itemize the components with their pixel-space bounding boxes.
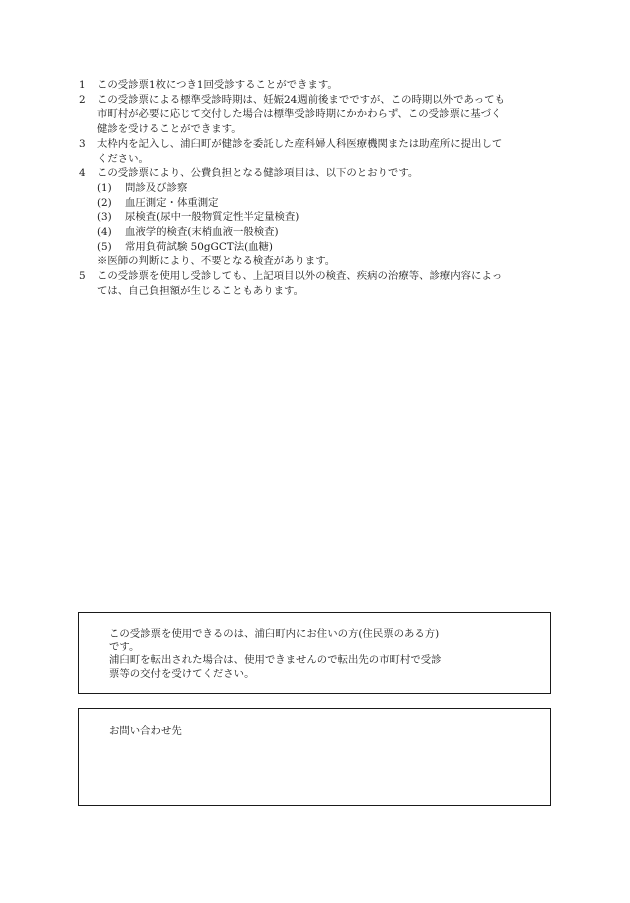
note-text [97,93,559,137]
health-item [97,240,559,255]
note-line: 太枠内を記入し、浦臼町が健診を委託した産科婦人科医療機関または助産所に提出して [97,137,503,150]
note-text [97,137,559,166]
health-item-number: (2) [97,196,112,209]
note-text [97,166,559,269]
eligibility-notice-box [78,612,551,694]
note-line: この受診票により、公費負担となる健診項目は、以下のとおりです。 [97,167,419,180]
note-item-3 [79,137,559,166]
contact-box [78,708,551,806]
note-number: 5 [79,270,86,283]
note-line: ください。 [97,152,149,165]
note-item-1 [79,78,559,93]
note-line: この受診票による標準受診時期は、妊娠24週前後までですが、この時期以外であっても [97,93,505,106]
notes-list [79,78,559,299]
health-item-number: (5) [97,240,112,253]
eligibility-line: です。 [109,641,140,654]
eligibility-line: 票等の交付を受けてください。 [109,667,255,680]
health-item-text: 常用負荷試験 50gGCT法(血糖) [125,240,273,253]
note-line: 健診を受けることができます。 [97,123,242,136]
note-item-2 [79,93,559,137]
doctor-note: ※医師の判断により、不要となる検査があります。 [97,255,336,268]
note-number: 3 [79,137,86,150]
eligibility-line: 浦臼町を転出された場合は、使用できませんので転出先の市町村で受診 [109,654,442,667]
health-item-text: 血液学的検査(末梢血液一般検査) [125,226,279,239]
health-item-number: (1) [97,181,112,194]
note-text [97,78,559,93]
note-number: 4 [79,167,86,180]
contact-label: お問い合わせ先 [109,725,182,737]
note-item-5 [79,269,559,298]
health-item-number: (4) [97,226,112,239]
note-line: この受診票を使用し受診しても、上記項目以外の検査、疾病の治療等、診療内容によっ [97,270,503,283]
health-item [97,225,559,240]
note-item-4 [79,166,559,269]
health-item-text: 尿検査(尿中一般物質定性半定量検査) [125,211,300,224]
health-item-text: 問診及び診察 [125,181,188,194]
note-line: 市町村が必要に応じて交付した場合は標準受診時期にかかわらず、この受診票に基づく [97,108,502,121]
health-item-text: 血圧測定・体重測定 [125,196,219,209]
eligibility-line: この受診票を使用できるのは、浦臼町内にお住いの方(住民票のある方) [109,628,440,640]
health-item-number: (3) [97,211,112,224]
note-text [97,269,559,298]
note-number: 1 [79,79,86,91]
health-item [97,181,559,196]
note-number: 2 [79,93,86,106]
health-item [97,210,559,225]
note-line: この受診票1枚につき1回受診することができます。 [97,79,338,91]
note-line: ては、自己負担額が生じることもあります。 [97,284,304,297]
health-item [97,196,559,211]
